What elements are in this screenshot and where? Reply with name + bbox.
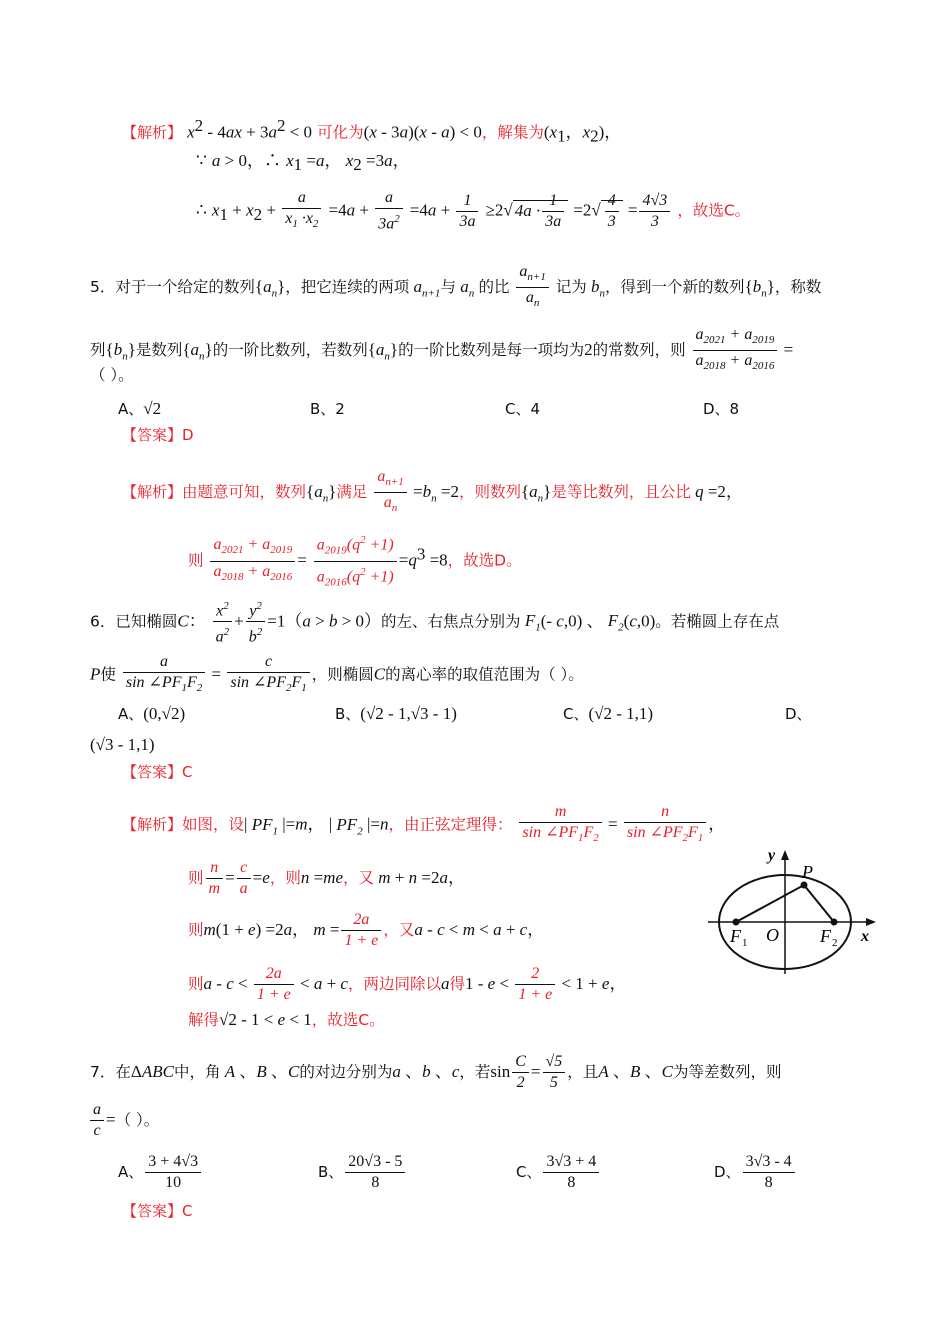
- label-o: O: [766, 925, 779, 945]
- label-p: P: [802, 862, 813, 882]
- q6-option-d-label[interactable]: D、: [785, 705, 812, 723]
- q6-analysis-text: 如图，设: [182, 815, 245, 834]
- q7-paren: （ ）。: [115, 1111, 160, 1129]
- q6-analysis-text: ，由正弦定理得：: [388, 815, 513, 834]
- q4-analysis-line3: ∴ $x_1 + x_2$ + $\frac{a}{x_1 \cdot x_2}$ =4a + $\frac{a}{3a^2}$ =4a + $\frac{1}{3a}$ ≥2√ 4a · $\frac{1}{3a}$ =2√ $\frac{4}{3}$ = $\frac{4√3}{3}$ ，故选C。: [196, 189, 751, 233]
- segment-pf2: [804, 885, 834, 922]
- q7-number: 7．: [90, 1063, 116, 1081]
- q6-analysis-text: ，又: [343, 869, 375, 887]
- option-label: D、: [714, 1163, 741, 1181]
- option-label: A、: [118, 705, 144, 723]
- q6-option-b[interactable]: B、(√2 - 1,√3 - 1): [335, 704, 457, 723]
- q5-analysis-text: ，故选D。: [447, 551, 522, 570]
- q5-text: ，把它连续的两项: [285, 278, 410, 297]
- q5-option-d[interactable]: D、8: [703, 400, 740, 418]
- q6-analysis-text: ，故选C。: [311, 1011, 385, 1029]
- q7-option-c[interactable]: C、 $\frac{3√3 + 4}{8}$: [516, 1152, 601, 1193]
- answer-value: C: [182, 1202, 193, 1220]
- q5-analysis-line2: 则 $\frac{a_{2021} + a_{2019}}{a_{2018} + a_{2016}}$ = $\frac{a_{2019}(q^2 +1)}{a_{2016}(q^2 +1)}$ $=q^3 =8$，故选D。: [188, 530, 522, 592]
- answer-tag: 【答案】: [122, 1202, 183, 1220]
- q7-stem-line2: $\frac{a}{c}$ =（ ）。: [88, 1100, 159, 1141]
- option-label: C、: [516, 1163, 542, 1181]
- label-x: x: [861, 928, 869, 945]
- q6-analysis-text: 则: [188, 921, 204, 939]
- q5-text: 对于一个给定的数列: [115, 278, 255, 297]
- q5-analysis-line1: 【解析】由题意可知，数列$\{a_n\}$满足 $\frac{a_{n+1}}{a_n}$ $=b_n =2$，则数列$\{a_n\}$是等比数列，且公比 q =2，: [122, 468, 743, 515]
- q6-option-a[interactable]: A、(0,√2): [118, 704, 186, 723]
- q4-analysis-line1: 【解析】 $x^2 - 4ax + 3a^2 < 0$ 可化为(x - 3a)(x - a) < 0，解集为($x_1$，$x_2$)，: [122, 116, 622, 146]
- label-y: y: [768, 847, 776, 864]
- q6-analysis-line3: 则m(1 + e) =2a， m = $\frac{2a}{1 + e}$ ，又a - c < m < a + c，: [188, 911, 545, 949]
- q5-analysis-text: 是等比数列，且公比: [551, 483, 691, 502]
- q4-text-a: 可化为: [317, 123, 364, 142]
- q7-option-d[interactable]: D、 $\frac{3√3 - 4}{8}$: [714, 1152, 797, 1193]
- q5-text: 的常数列，则: [592, 341, 686, 360]
- q5-analysis-text: 满足: [336, 483, 368, 502]
- q5-stem-line2: 列$\{b_n\}$是数列$\{a_n\}$的一阶比数列，若数列$\{a_n\}$的一阶比数列是每一项均为2的常数列，则 $\frac{a_{2021} + a_{2019}}{a_{2018} + a_{2016}}$ =: [90, 326, 794, 373]
- q5-text: 记为: [555, 278, 587, 297]
- q6-text: 已知椭圆: [115, 612, 178, 631]
- q6-option-c[interactable]: C、(√2 - 1,1): [563, 704, 654, 723]
- q5-paren: （ ）。: [90, 366, 134, 384]
- q5-option-c[interactable]: C、4: [505, 400, 541, 418]
- q5-text: 的一阶比数列是每一项均为: [398, 341, 585, 360]
- q6-option-d-value[interactable]: (√3 - 1,1): [90, 735, 155, 754]
- q6-analysis-text: 解得: [188, 1011, 220, 1029]
- q5-analysis-text: 由题意可知，数列: [182, 483, 307, 502]
- label-f1-sub: 1: [742, 937, 748, 949]
- q7-text: 中，角: [173, 1063, 221, 1081]
- q6-text: 使: [100, 665, 116, 684]
- q6-analysis-text: ，则: [269, 869, 301, 887]
- q5-text: 与: [440, 278, 456, 297]
- q6-analysis-line2: 则 $\frac{n}{m}$ = $\frac{c}{a}$ =e，则n =me，又 m + n =2a，: [188, 859, 465, 897]
- analysis-tag: 【解析】: [122, 815, 183, 834]
- q5-text: 的一阶比数列，若数列: [212, 341, 368, 360]
- q7-text: ，且: [567, 1063, 599, 1081]
- q7-text: ，若: [459, 1063, 491, 1081]
- q6-analysis-text: 则: [188, 975, 204, 993]
- q6-number: 6．: [90, 612, 116, 631]
- q4-text-b: ，解集为: [481, 123, 544, 142]
- q5-option-b[interactable]: B、2: [310, 400, 345, 418]
- point-f1: [733, 919, 740, 926]
- q5-number: 5．: [90, 278, 116, 297]
- q7-answer: [122, 1203, 193, 1219]
- option-label: A、: [118, 400, 144, 418]
- label-f2-sub: 2: [832, 937, 838, 949]
- answer-tag: 【答案】: [122, 763, 183, 781]
- q6-text: 。若椭圆上存在点: [655, 612, 780, 631]
- q6-analysis-line1: 【解析】如图，设| $PF_1$ |=m， | $PF_2$ |=n，由正弦定理得： $\frac{m}{\sin \angle PF_1F_2}$ = $\frac{n}{\sin \angle PF_2F_1}$ ，: [122, 803, 726, 845]
- ellipse-figure: [700, 840, 890, 980]
- q7-stem-line1: 7．在ΔABC中，角 A 、B 、C的对边分别为a 、b 、c，若sin $\frac{C}{2}$ = $\frac{√5}{5}$ ，且A 、B 、C为等差数列，则: [90, 1053, 782, 1091]
- q6-analysis-text: 得: [449, 975, 465, 993]
- q5-text: ，得到一个新的数列: [605, 278, 745, 297]
- q6-stem-line2: P使 $\frac{a}{\sin \angle PF_1F_2}$ = $\frac{c}{\sin \angle PF_2F_1}$ ，则椭圆C的离心率的取值范围为（ ）。: [90, 653, 584, 695]
- q6-text: 的离心率的取值范围为（ ）。: [385, 665, 584, 684]
- q6-stem-line1: 6．已知椭圆C： $\frac{x^2}{a^2}$ + $\frac{y^2}{b^2}$ =1（a > b > 0）的左、右焦点分别为 $F_1(-$ c,0) 、 $F_2(c,0)$。若椭圆上存在点: [90, 596, 779, 648]
- q5-answer: [122, 427, 194, 443]
- q5-stem-line1: 5．对于一个给定的数列$\{a_n\}$，把它连续的两项 $a_{n+1}$与 $a_n$ 的比 $\frac{a_{n+1}}{a_n}$ 记为 $b_n$，得到一个新的数列$\{b_n\}$，称数: [90, 263, 822, 310]
- answer-tag: 【答案】: [122, 426, 183, 444]
- option-label: B、: [335, 705, 361, 723]
- q7-option-b[interactable]: B、 $\frac{20√3 - 5}{8}$: [318, 1152, 407, 1193]
- q6-answer: [122, 764, 193, 780]
- x-axis-arrow: [866, 918, 876, 926]
- q6-analysis-line4: 则a - c < $\frac{2a}{1 + e}$ < a + c，两边同除以a得1 - e < $\frac{2}{1 + e}$ < 1 + e，: [188, 965, 627, 1003]
- q5-option-a[interactable]: A、√2: [118, 399, 162, 418]
- option-label: C、: [563, 705, 589, 723]
- point-f2: [831, 919, 838, 926]
- y-axis-arrow: [781, 850, 789, 860]
- analysis-tag: 【解析】: [122, 483, 183, 502]
- answer-value: C: [182, 763, 193, 781]
- q7-text: 的对边分别为: [299, 1063, 393, 1081]
- q6-text: 的左、右焦点分别为: [381, 612, 521, 631]
- q7-option-a[interactable]: A、 $\frac{3 + 4√3}{10}$: [118, 1152, 203, 1193]
- analysis-tag: 【解析】: [122, 123, 183, 142]
- q5-text: 是数列: [135, 341, 183, 360]
- q5-text: 的比: [478, 278, 510, 297]
- q6-analysis-line5: 解得√2 - 1 < e < 1，故选C。: [188, 1010, 385, 1029]
- option-label: A、: [118, 1163, 144, 1181]
- q7-text: 在: [115, 1063, 131, 1081]
- segment-pf1: [736, 885, 804, 922]
- option-label: B、: [318, 1163, 344, 1181]
- label-f1: F: [730, 926, 741, 946]
- label-f2: F: [820, 926, 831, 946]
- q6-text: ，则椭圆: [311, 665, 374, 684]
- q5-text: ，称数: [774, 278, 822, 297]
- q7-text: 为等差数列，则: [672, 1063, 782, 1081]
- q5-analysis-text: ，则数列: [458, 483, 521, 502]
- q6-analysis-text: ，又: [383, 921, 415, 939]
- q6-analysis-text: 则: [188, 869, 204, 887]
- q6-analysis-text: ，两边同除以: [347, 975, 441, 993]
- answer-value: D: [182, 426, 194, 444]
- point-p: [801, 882, 808, 889]
- q4-analysis-line2: ∵ a > 0，∴ $x_1 =a$， $x_2 =3a$，: [196, 151, 410, 175]
- q5-text: 列: [90, 341, 106, 360]
- q5-analysis-text: 则: [188, 551, 204, 570]
- q4-conclusion: ，故选C。: [677, 201, 751, 220]
